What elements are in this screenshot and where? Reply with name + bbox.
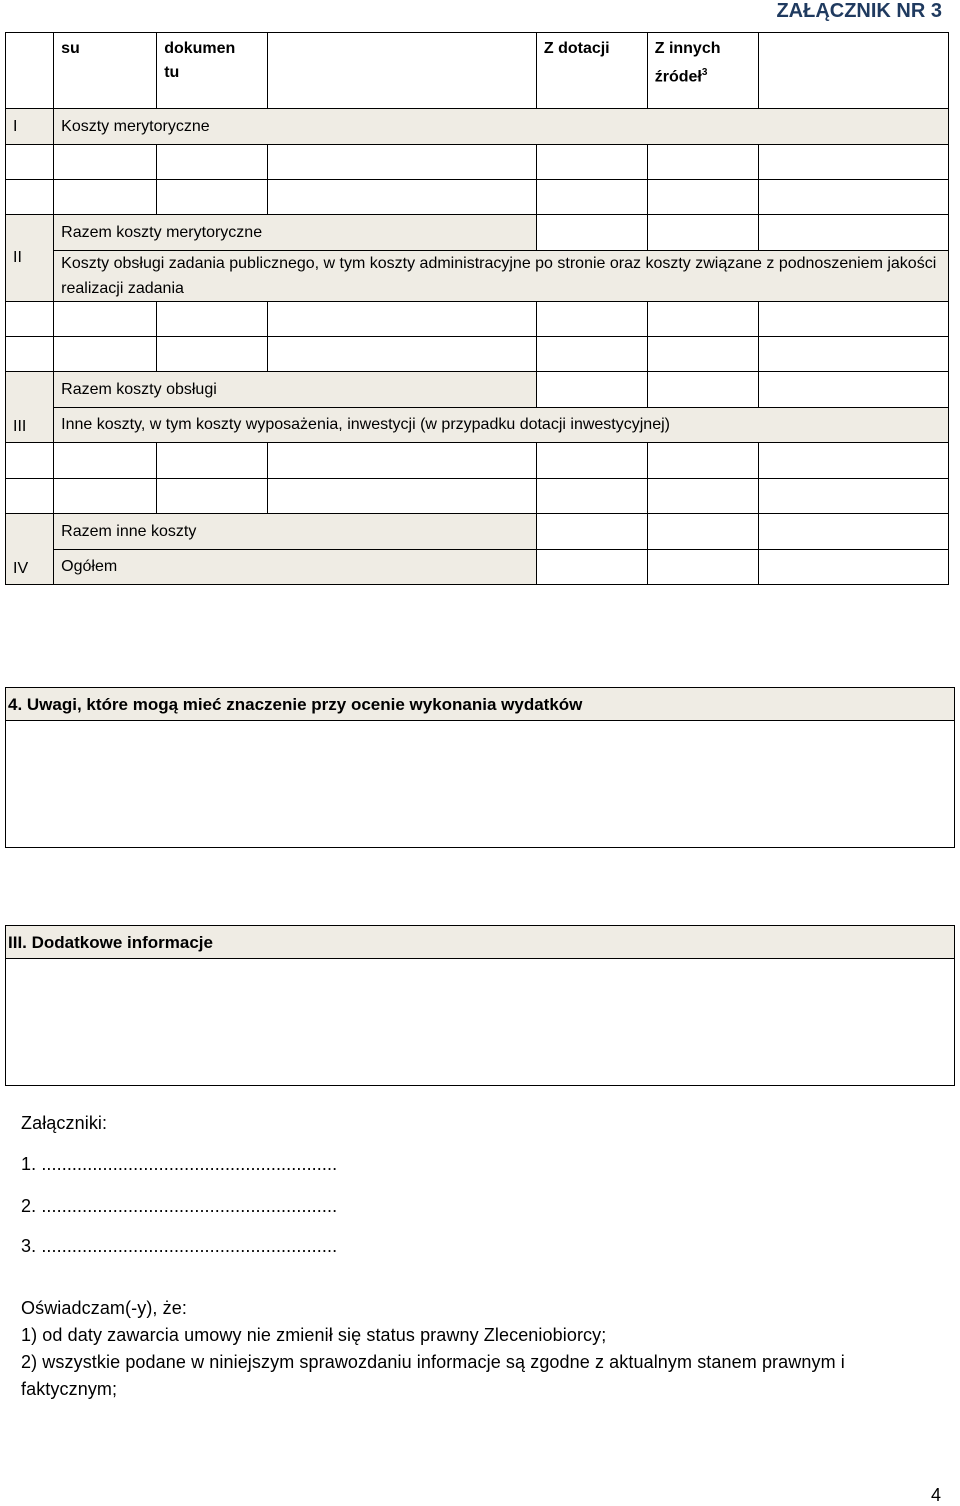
table-header-row [6, 33, 949, 109]
subtotal-row [6, 215, 949, 251]
attachments-label: Załączniki: [21, 1113, 108, 1133]
subtotal-label: Razem inne koszty [54, 514, 537, 550]
table-row [6, 302, 949, 337]
subtotal-row [6, 514, 949, 550]
subtotal-label: Razem koszty merytoryczne [54, 215, 537, 251]
header-col-3: dokumen tu [157, 33, 268, 109]
table-row [6, 180, 949, 215]
attachment-item-3: 3. .......................................................... [21, 1236, 338, 1256]
remarks-box [5, 687, 955, 848]
declaration-point-1: 1) od daty zawarcia umowy nie zmienił się status prawny Zleceniobiorcy; [21, 1325, 607, 1345]
declaration-point-2: 2) wszystkie podane w niniejszym sprawozdaniu informacje są zgodne z aktualnym stanem prawnym i [21, 1352, 845, 1372]
section-roman: II [6, 215, 54, 302]
header-z-innych-zrodel: Z innych źródeł$^3$ [647, 33, 758, 109]
table-row [6, 479, 949, 514]
subtotal-label: Razem koszty obsługi [54, 372, 537, 408]
table-row [6, 337, 949, 372]
remarks-field[interactable] [6, 721, 954, 846]
section-roman: I [6, 109, 54, 145]
additional-info-heading: III. Dodatkowe informacje [6, 926, 954, 959]
subtotal-row [6, 372, 949, 408]
table-row [6, 145, 949, 180]
section-row-I [6, 109, 949, 145]
declaration-point-2-cont: faktycznym; [21, 1379, 118, 1399]
section-roman: III [6, 372, 54, 443]
total-row [6, 550, 949, 585]
section-label: Inne koszty, w tym koszty wyposażenia, inwestycji (w przypadku dotacji inwestycyjnej) [54, 408, 949, 443]
remarks-heading: 4. Uwagi, które mogą mieć znaczenie przy ocenie wykonania wydatków [6, 688, 954, 721]
section-label: Koszty merytoryczne [54, 109, 949, 145]
attachment-item-1: 1. .......................................................... [21, 1154, 338, 1174]
section-row-II [6, 251, 949, 302]
total-label: Ogółem [54, 550, 537, 585]
section-roman: IV [6, 514, 54, 585]
header-z-dotacji: Z dotacji [536, 33, 647, 109]
declaration-intro: Oświadczam(-y), że: [21, 1298, 187, 1318]
cost-table [5, 32, 949, 585]
header-col-2: su [54, 33, 157, 109]
page-number: 4 [931, 1485, 942, 1505]
additional-info-field[interactable] [6, 959, 954, 1084]
additional-info-box [5, 925, 955, 1086]
attachment-item-2: 2. .......................................................... [21, 1196, 338, 1216]
section-label: Koszty obsługi zadania publicznego, w tym koszty administracyjne po stronie oraz koszty związane z podnoszeniem jakości realizacji zadania [54, 251, 949, 302]
section-row-III [6, 408, 949, 443]
table-row [6, 443, 949, 479]
annex-title: ZAŁĄCZNIK NR 3 [776, 0, 942, 22]
